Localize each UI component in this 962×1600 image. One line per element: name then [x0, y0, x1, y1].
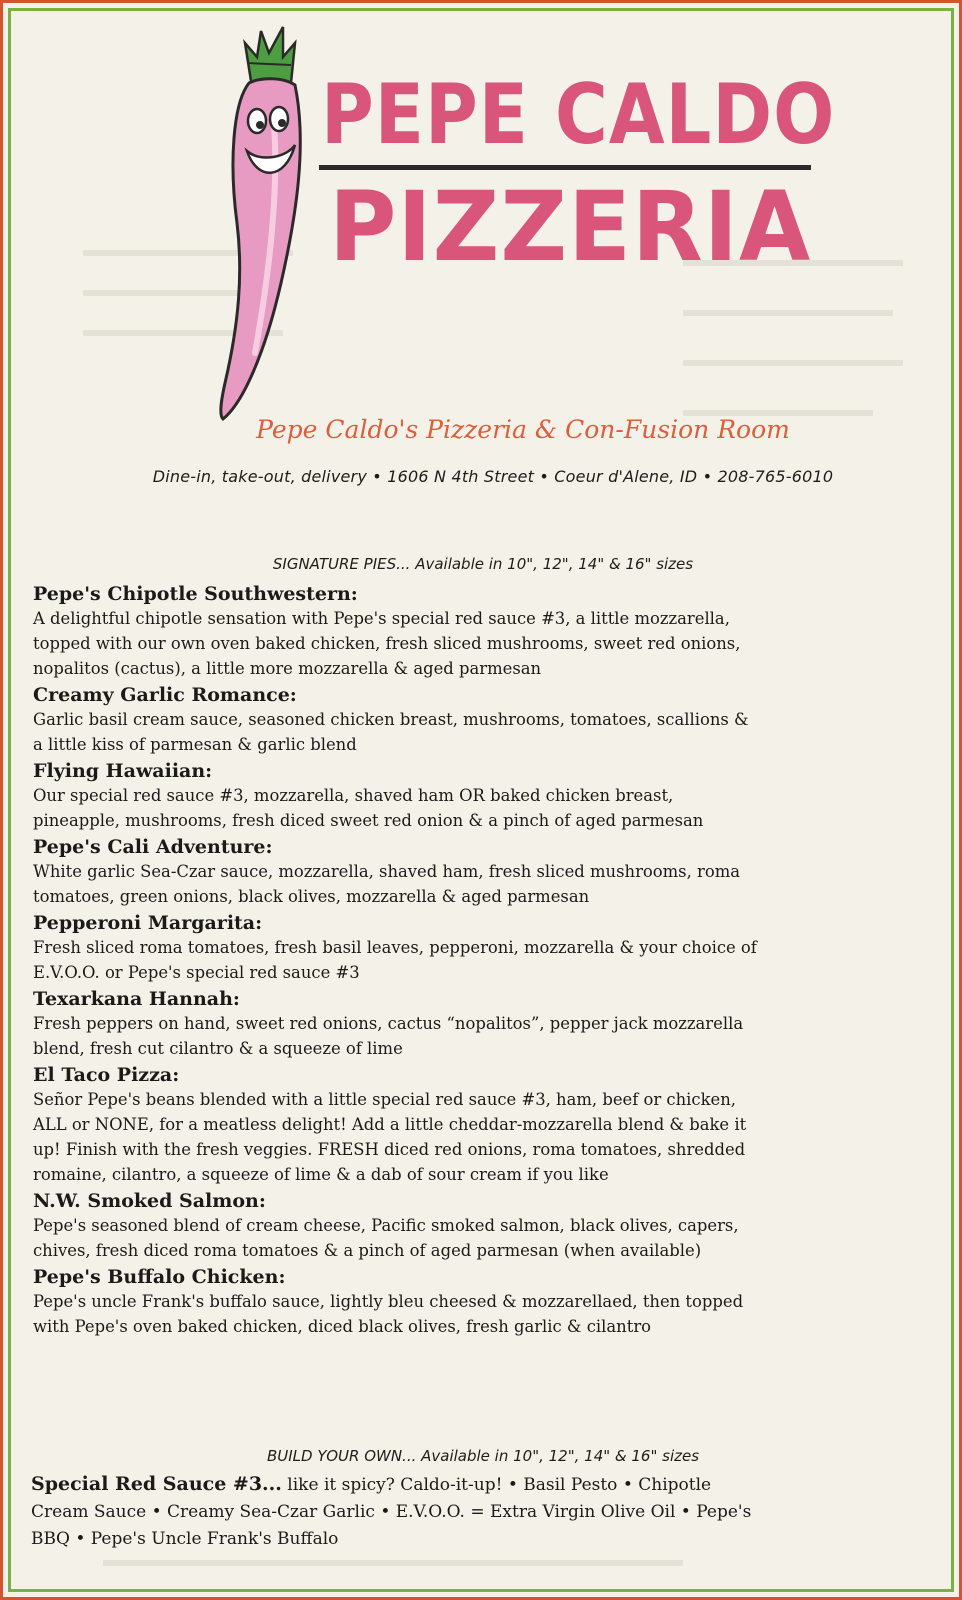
- signature-pies-heading: SIGNATURE PIES... Available in 10", 12", 14" & 16" sizes: [272, 555, 694, 573]
- pie-item: [33, 682, 943, 757]
- pie-item: [33, 581, 943, 681]
- address-line: Dine-in, take-out, delivery • 1606 N 4th Street • Coeur d'Alene, ID • 208-765-6010: [152, 467, 834, 486]
- pie-name: Texarkana Hannah:: [33, 988, 240, 1010]
- build-line-1-text: like it spicy? Caldo-it-up! • Basil Pesto • Chipotle: [281, 1475, 712, 1495]
- build-line-1: [31, 1471, 931, 1499]
- build-line-3: BBQ • Pepe's Uncle Frank's Buffalo: [31, 1529, 339, 1549]
- pie-description-line: a little kiss of parmesan & garlic blend: [33, 735, 357, 754]
- pie-description-line: Pepe's seasoned blend of cream cheese, Pacific smoked salmon, black olives, capers,: [33, 1216, 739, 1235]
- pie-description-line: romaine, cilantro, a squeeze of lime & a dab of sour cream if you like: [33, 1165, 609, 1184]
- pie-name: Flying Hawaiian:: [33, 760, 213, 782]
- pie-description-line: Fresh sliced roma tomatoes, fresh basil leaves, pepperoni, mozzarella & your choice of: [33, 938, 757, 957]
- pie-description-line: chives, fresh diced roma tomatoes & a pinch of aged parmesan (when available): [33, 1241, 702, 1260]
- pie-name: Pepperoni Margarita:: [33, 912, 263, 934]
- pie-name: El Taco Pizza:: [33, 1064, 180, 1086]
- pie-item: [33, 1188, 943, 1263]
- pie-name: N.W. Smoked Salmon:: [33, 1190, 266, 1212]
- pie-description-line: Garlic basil cream sauce, seasoned chicken breast, mushrooms, tomatoes, scallions &: [33, 710, 749, 729]
- pie-description-line: White garlic Sea-Czar sauce, mozzarella, shaved ham, fresh sliced mushrooms, roma: [33, 862, 741, 881]
- pie-description-line: E.V.O.O. or Pepe's special red sauce #3: [33, 963, 360, 982]
- pie-description-line: Señor Pepe's beans blended with a little special red sauce #3, ham, beef or chicken,: [33, 1090, 736, 1109]
- pie-description-line: with Pepe's oven baked chicken, diced black olives, fresh garlic & cilantro: [33, 1317, 652, 1336]
- pie-item: [33, 1264, 943, 1339]
- build-line-2: Cream Sauce • Creamy Sea-Czar Garlic • E.V.O.O. = Extra Virgin Olive Oil • Pepe's: [31, 1502, 752, 1522]
- restaurant-name-line1: PEPE CALDO: [321, 66, 836, 163]
- pie-description-line: A delightful chipotle sensation with Pepe's special red sauce #3, a little mozzarella,: [33, 609, 730, 628]
- pie-description-line: pineapple, mushrooms, fresh diced sweet red onion & a pinch of aged parmesan: [33, 811, 704, 830]
- tagline: Pepe Caldo's Pizzeria & Con-Fusion Room: [256, 415, 790, 444]
- build-your-own-heading: BUILD YOUR OWN... Available in 10", 12", 14" & 16" sizes: [266, 1447, 700, 1465]
- signature-pies-list: [33, 581, 943, 1340]
- pepper-mascot-icon: [203, 23, 323, 423]
- build-your-own-options: [31, 1471, 931, 1553]
- pie-description-line: Our special red sauce #3, mozzarella, shaved ham OR baked chicken breast,: [33, 786, 674, 805]
- pie-description-line: nopalitos (cactus), a little more mozzarella & aged parmesan: [33, 659, 542, 678]
- pie-name: Pepe's Buffalo Chicken:: [33, 1266, 286, 1288]
- pie-name: Creamy Garlic Romance:: [33, 684, 297, 706]
- pie-description-line: Fresh peppers on hand, sweet red onions, cactus “nopalitos”, pepper jack mozzarella: [33, 1014, 744, 1033]
- special-red-sauce-label: Special Red Sauce #3...: [31, 1473, 282, 1495]
- restaurant-name-line2: PIZZERIA: [329, 170, 812, 283]
- pie-item: [33, 834, 943, 909]
- pie-item: [33, 1062, 943, 1187]
- pie-description-line: topped with our own oven baked chicken, fresh sliced mushrooms, sweet red onions,: [33, 634, 741, 653]
- pie-item: [33, 758, 943, 833]
- pie-description-line: up! Finish with the fresh veggies. FRESH diced red onions, roma tomatoes, shredded: [33, 1140, 746, 1159]
- pie-description-line: blend, fresh cut cilantro & a squeeze of lime: [33, 1039, 403, 1058]
- pie-item: [33, 986, 943, 1061]
- pie-name: Pepe's Cali Adventure:: [33, 836, 273, 858]
- pie-item: [33, 910, 943, 985]
- pie-description-line: ALL or NONE, for a meatless delight! Add a little cheddar-mozzarella blend & bake it: [33, 1115, 747, 1134]
- title-divider: [319, 165, 811, 170]
- pie-description-line: Pepe's uncle Frank's buffalo sauce, lightly bleu cheesed & mozzarellaed, then topped: [33, 1292, 744, 1311]
- pie-description-line: tomatoes, green onions, black olives, mozzarella & aged parmesan: [33, 887, 590, 906]
- pie-name: Pepe's Chipotle Southwestern:: [33, 583, 358, 605]
